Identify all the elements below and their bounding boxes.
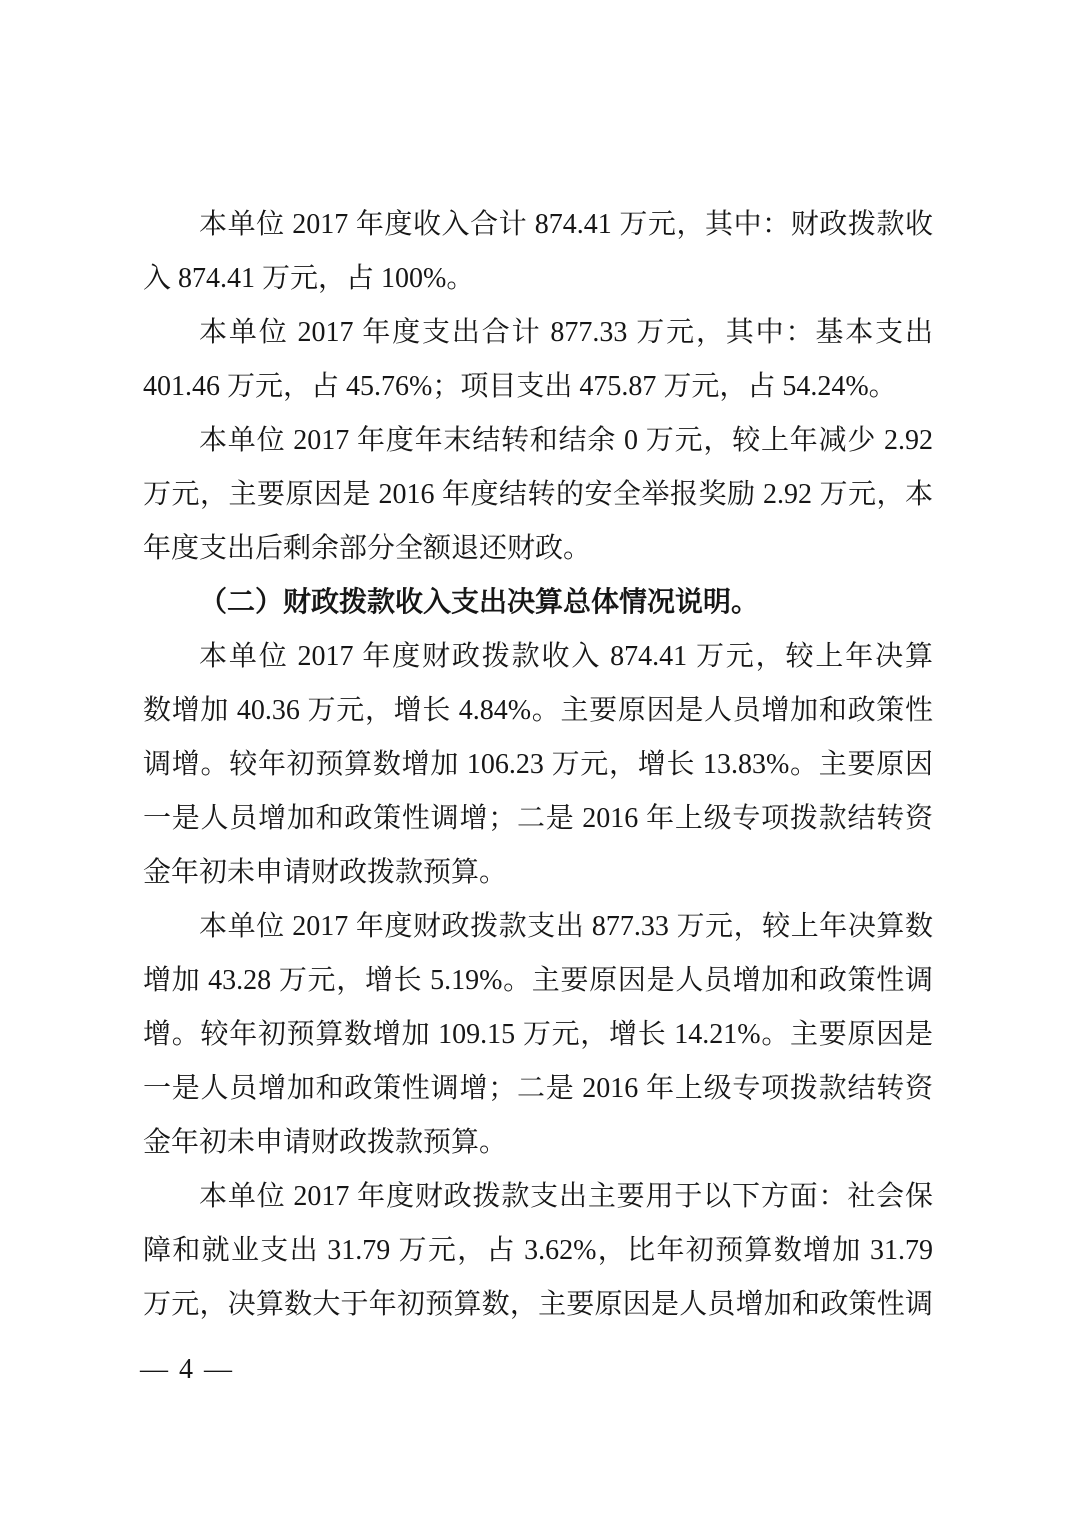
text-line: 调增。较年初预算数增加 106.23 万元，增长 13.83%。主要原因 (143, 749, 933, 780)
text-line: 金年初未申请财政拨款预算。 (143, 1127, 508, 1158)
text-line: 本单位 2017 年度财政拨款支出 877.33 万元，较上年决算数 (199, 911, 933, 942)
text-line: 数增加 40.36 万元，增长 4.84%。主要原因是人员增加和政策性 (143, 695, 933, 726)
page-number: — 4 — (140, 1354, 234, 1385)
text-line: 本单位 2017 年度财政拨款收入 874.41 万元，较上年决算 (199, 641, 933, 672)
text-line: 障和就业支出 31.79 万元，占 3.62%，比年初预算数增加 31.79 (143, 1235, 933, 1266)
text-line: 增。较年初预算数增加 109.15 万元，增长 14.21%。主要原因是 (143, 1019, 933, 1050)
text-line: 增加 43.28 万元，增长 5.19%。主要原因是人员增加和政策性调 (143, 965, 933, 996)
text-line: 一是人员增加和政策性调增；二是 2016 年上级专项拨款结转资 (143, 1073, 933, 1104)
text-line: 本单位 2017 年度财政拨款支出主要用于以下方面：社会保 (199, 1181, 933, 1212)
text-line: 金年初未申请财政拨款预算。 (143, 857, 508, 888)
text-line: 本单位 2017 年度支出合计 877.33 万元，其中：基本支出 (199, 317, 933, 348)
text-line: 401.46 万元，占 45.76%；项目支出 475.87 万元，占 54.24%。 (143, 371, 897, 402)
text-line: 本单位 2017 年度年末结转和结余 0 万元，较上年减少 2.92 (199, 425, 933, 456)
document-body (143, 198, 933, 1332)
text-line: 一是人员增加和政策性调增；二是 2016 年上级专项拨款结转资 (143, 803, 933, 834)
section-heading: （二）财政拨款收入支出决算总体情况说明。 (199, 587, 760, 618)
text-line: 本单位 2017 年度收入合计 874.41 万元，其中：财政拨款收 (199, 209, 933, 240)
text-line: 入 874.41 万元，占 100%。 (143, 263, 475, 294)
text-line: 年度支出后剩余部分全额退还财政。 (143, 533, 592, 564)
text-line: 万元，决算数大于年初预算数，主要原因是人员增加和政策性调 (143, 1289, 933, 1320)
text-line: 万元，主要原因是 2016 年度结转的安全举报奖励 2.92 万元，本 (143, 479, 933, 510)
